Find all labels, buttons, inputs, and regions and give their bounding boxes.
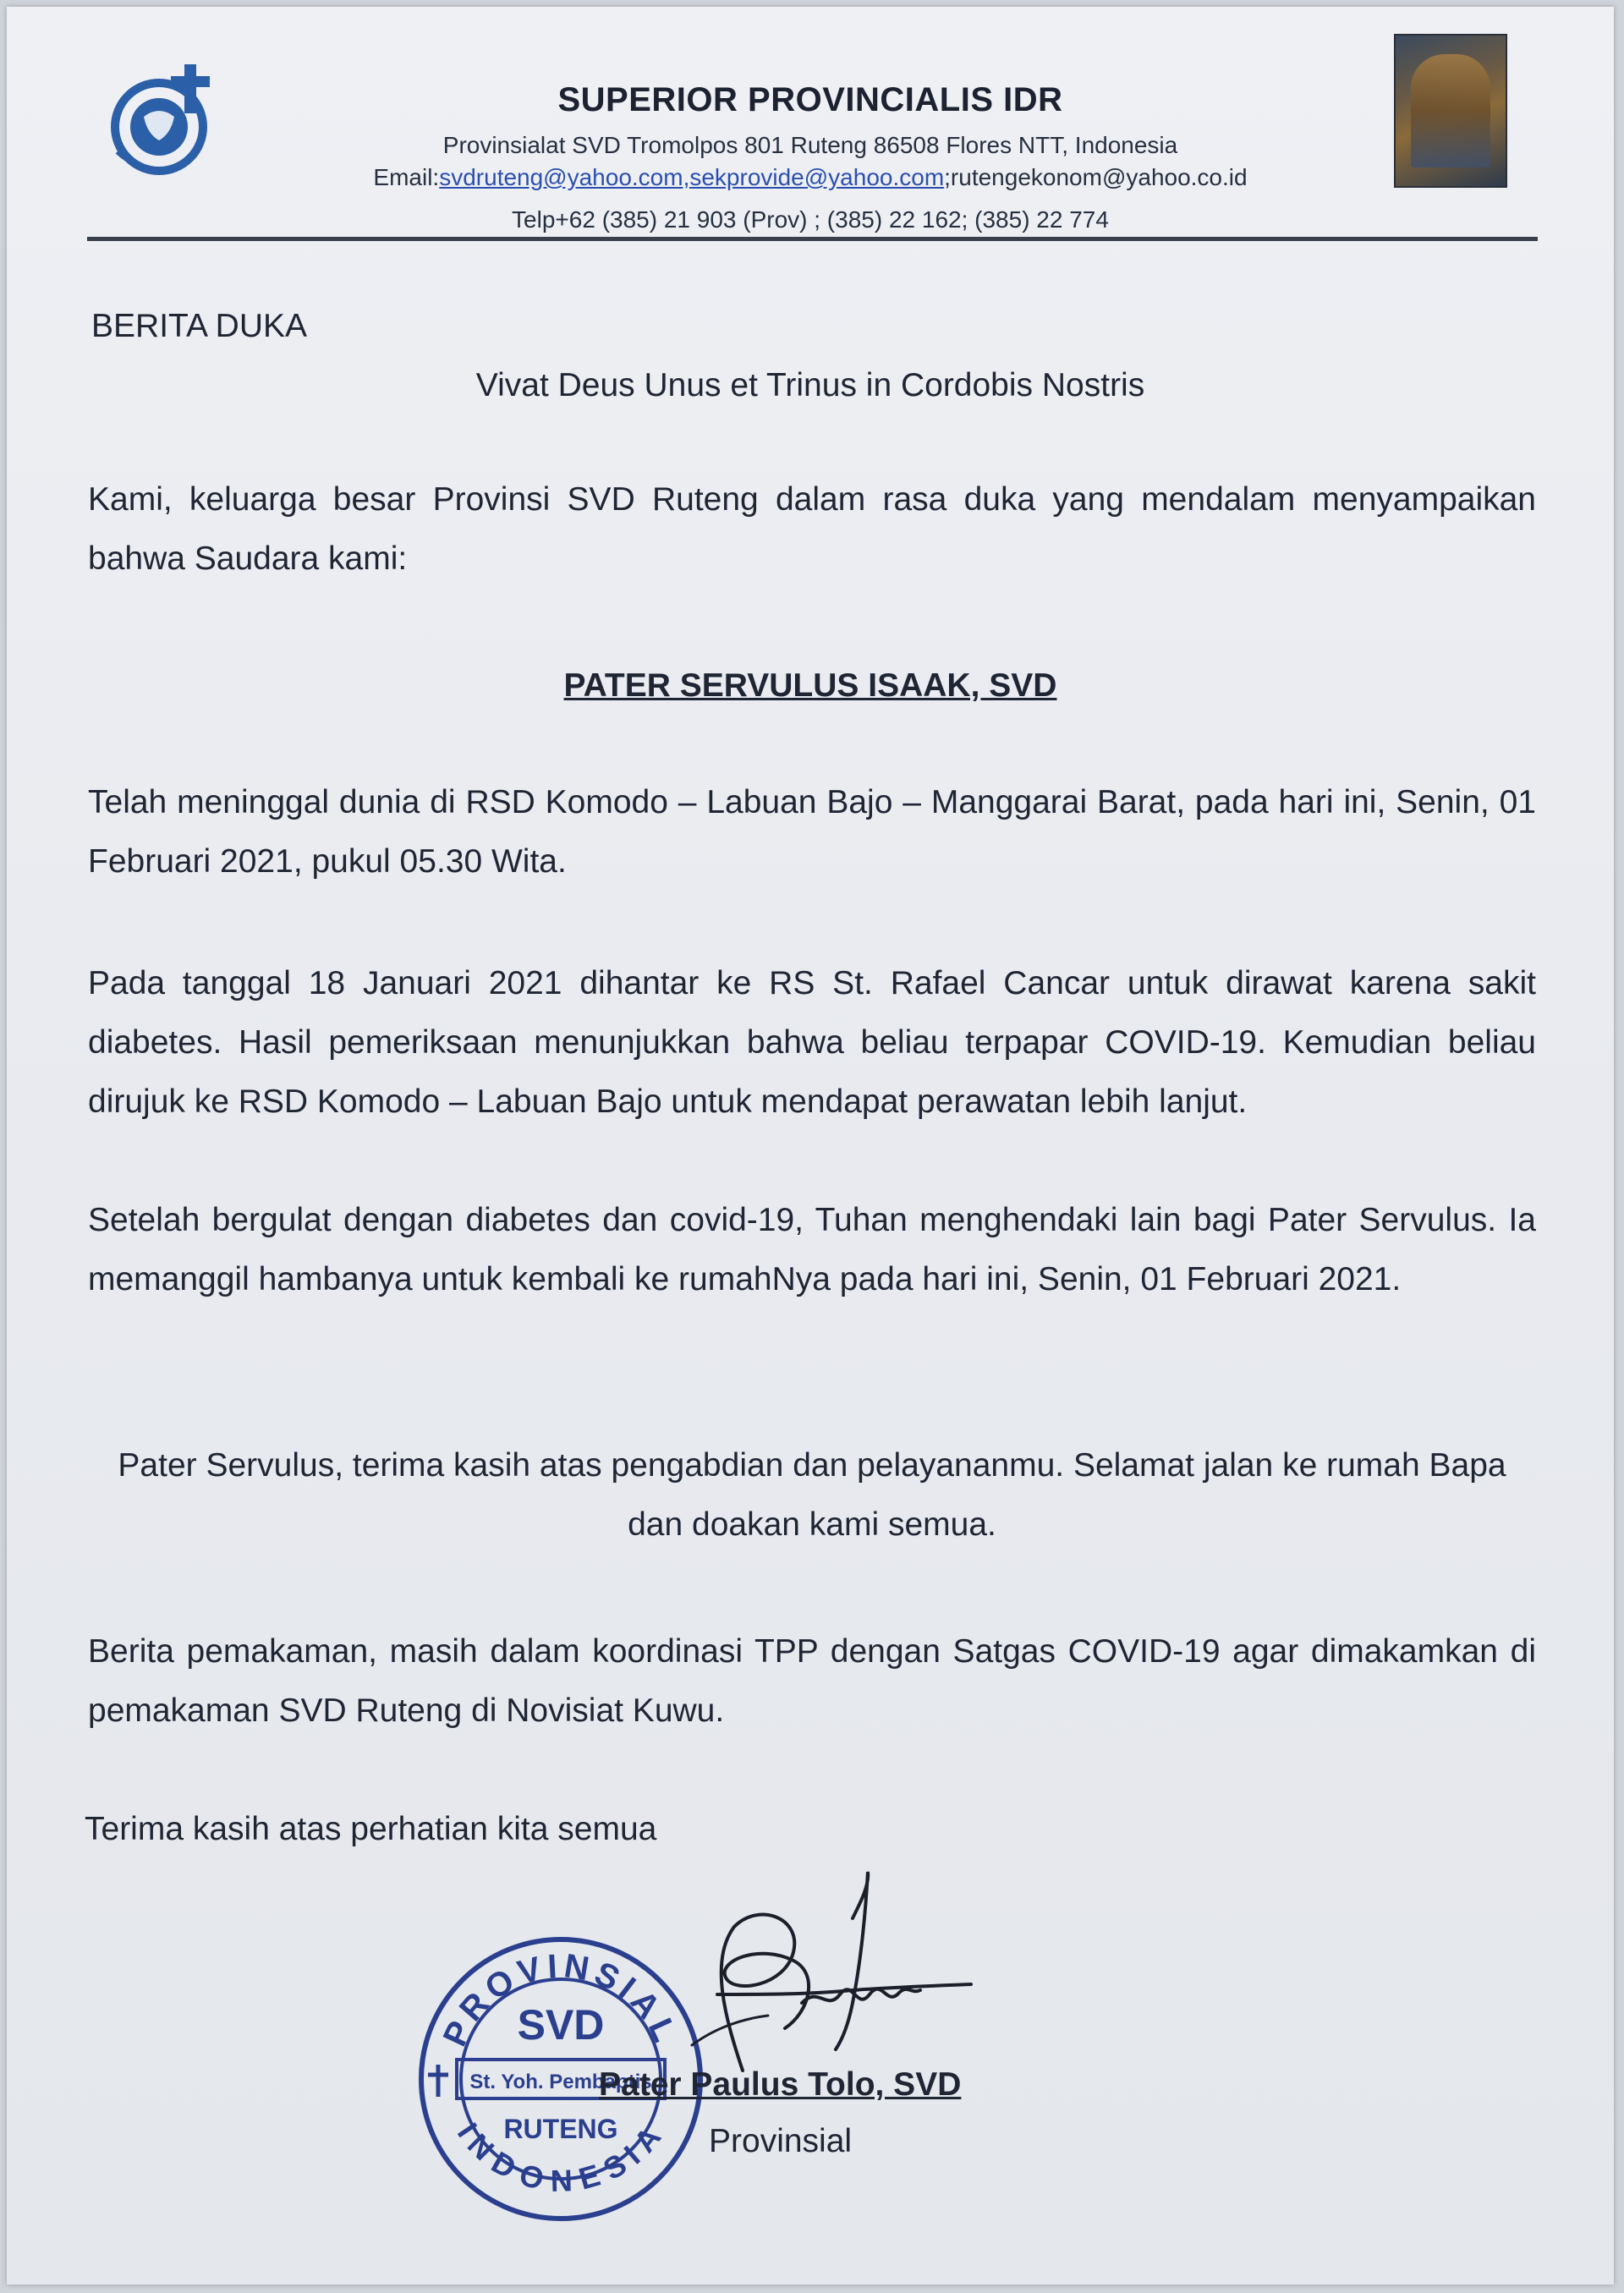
letter-heading: BERITA DUKA [91,308,308,344]
deceased-name [7,656,1614,716]
closing-line: Terima kasih atas perhatian kita semua [85,1811,657,1847]
signature-mark [599,1868,1022,2087]
stamp-middle-text: St. Yoh. Pembaptis [469,2071,652,2093]
cross-icon [428,2065,448,2097]
stamp-bottom-text: INDONESIA [450,2116,671,2198]
deceased-name-text: PATER SERVULUS ISAAK, SVD [563,667,1057,704]
email-rest: ;rutengekonom@yahoo.co.id [944,164,1248,190]
paragraph-intro: Kami, keluarga besar Provinsi SVD Ruteng dalam rasa duka yang mendalam menyampaikan bahwa Saudara kami: [88,481,1536,577]
paragraph-passing: Setelah bergulat dengan diabetes dan covid-19, Tuhan menghendaki lain bagi Pater Servulus. Ia memanggil hambanya untuk kembali ke rumahNya pada hari ini, Senin, 01 Februari 2021. [88,1202,1536,1297]
paragraph-history: Pada tanggal 18 Januari 2021 dihantar ke RS St. Rafael Cancar untuk dirawat karena sakit diabetes. Hasil pemeriksaan menunjukkan bahwa beliau terpapar COVID-19. Kemudian beliau dirujuk ke RSD Komodo – Labuan Bajo untuk mendapat perawatan lebih lanjut. [88,965,1536,1120]
email-prefix: Email: [373,164,440,190]
header-phone: Telp+62 (385) 21 903 (Prov) ; (385) 22 162; (385) 22 774 [512,206,1109,233]
letter-page [7,7,1614,2285]
stamp-city-text: RUTENG [503,2114,618,2144]
signer-name: Pater Paulus Tolo, SVD [599,2066,962,2103]
signer-role: Provinsial [709,2123,853,2159]
header-title: SUPERIOR PROVINCIALIS IDR [557,81,1063,118]
letter-motto: Vivat Deus Unus et Trinus in Cordobis Nostris [475,367,1145,403]
header-address: Provinsialat SVD Tromolpos 801 Ruteng 86508 Flores NTT, Indonesia [442,132,1178,158]
email-links[interactable]: svdruteng@yahoo.com,sekprovide@yahoo.com [439,164,945,190]
header-divider [87,237,1538,241]
paragraph-burial: Berita pemakaman, masih dalam koordinasi TPP dengan Satgas COVID-19 agar dimakamkan di pemakaman SVD Ruteng di Novisiat Kuwu. [88,1633,1536,1729]
stamp-center-text: SVD [517,2001,605,2049]
paragraph-farewell: Pater Servulus, terima kasih atas pengabdian dan pelayananmu. Selamat jalan ke rumah Bapa dan doakan kami semua. [118,1447,1506,1543]
header-email [7,164,1614,191]
paragraph-death: Telah meninggal dunia di RSD Komodo – Labuan Bajo – Manggarai Barat, pada hari ini, Senin, 01 Februari 2021, pukul 05.30 Wita. [88,784,1536,880]
stamp-top-text: PROVINSIAL [436,1947,686,2052]
